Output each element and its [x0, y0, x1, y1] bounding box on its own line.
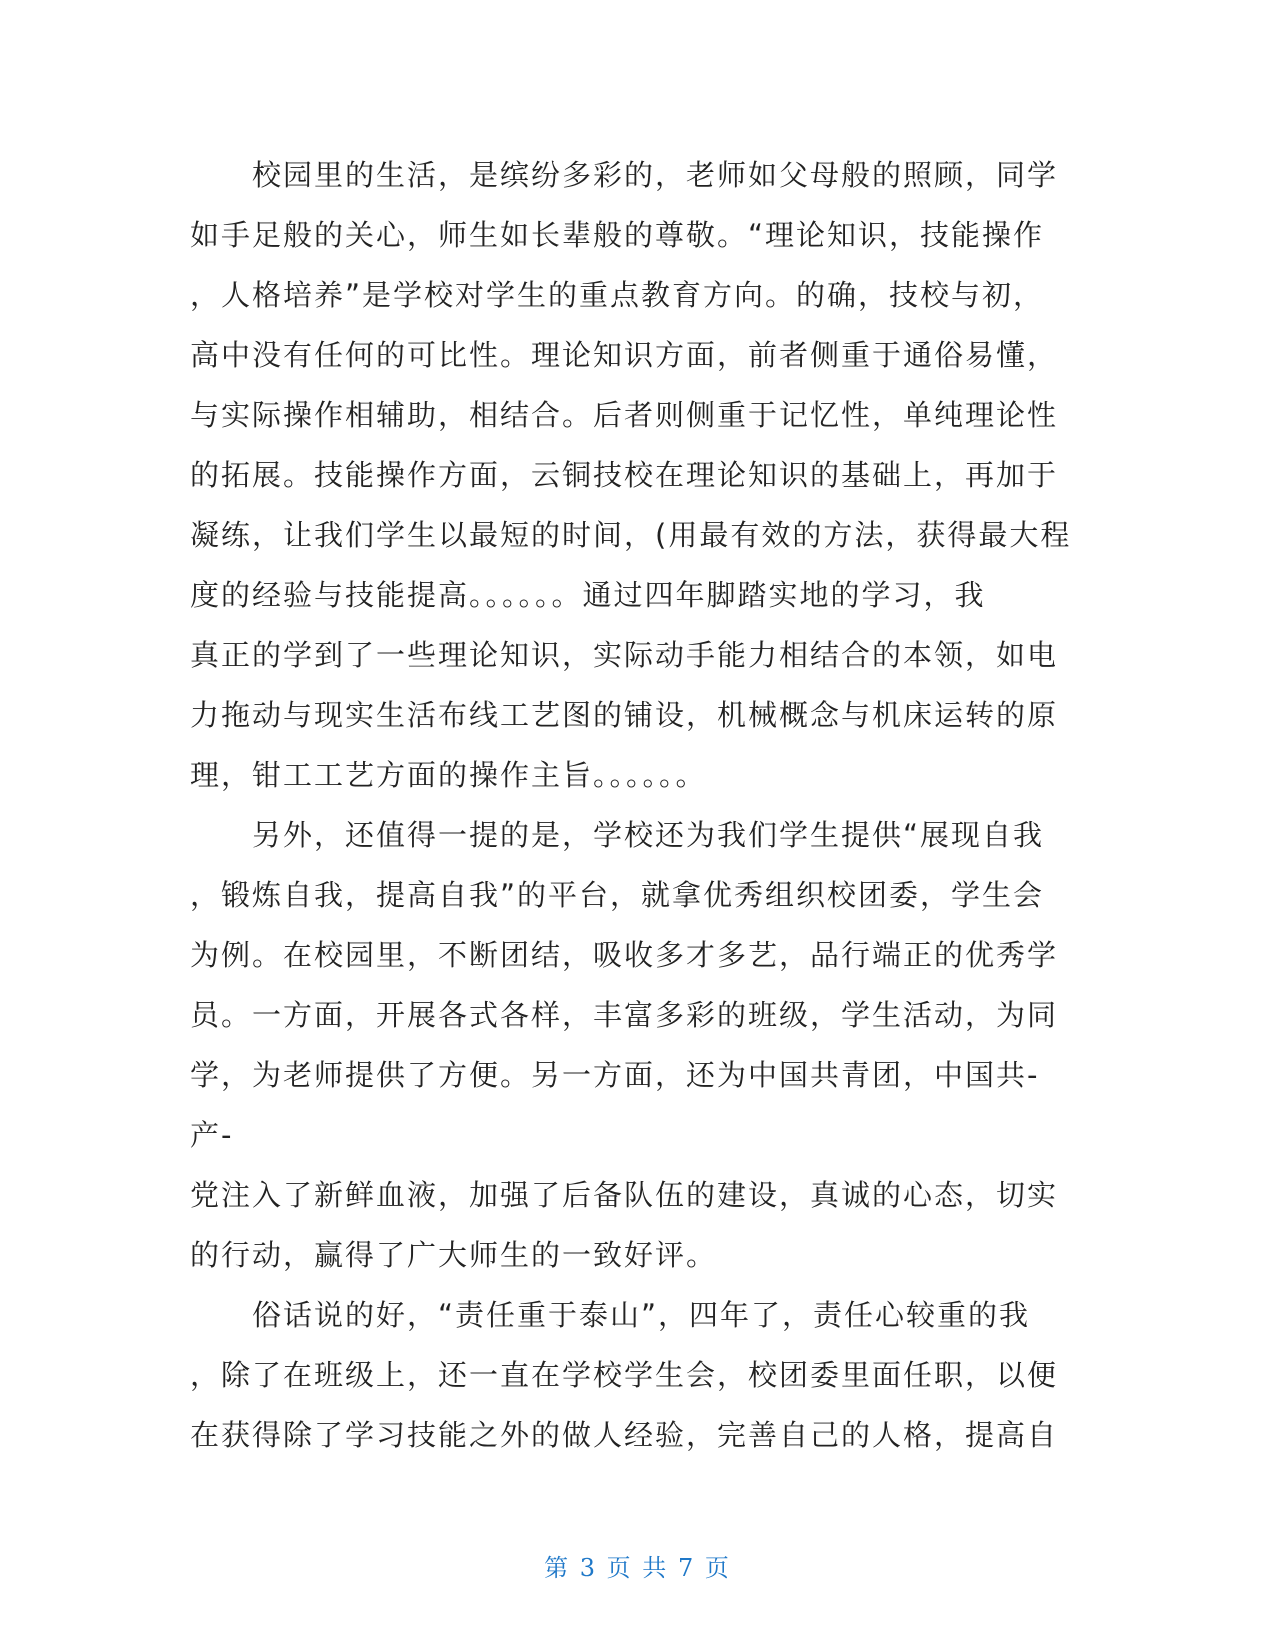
- text-line: 为例。在校园里，不断团结，吸收多才多艺，品行端正的优秀学: [190, 938, 1059, 972]
- text-line: 的行动，赢得了广大师生的一致好评。: [190, 1238, 718, 1272]
- text-line: 如手足般的关心，师生如长辈般的尊敬。“理论知识，技能操作: [190, 218, 1045, 252]
- text-line: 度的经验与技能提高。。。。。。通过四年脚踏实地的学习，我: [190, 578, 986, 612]
- body-text: [190, 145, 1090, 1465]
- text-line: 党注入了新鲜血液，加强了后备队伍的建设，真诚的心态，切实: [190, 1178, 1059, 1212]
- text-line: 力拖动与现实生活布线工艺图的铺设，机械概念与机床运转的原: [190, 698, 1059, 732]
- text-line: 产-: [190, 1118, 234, 1152]
- text-line: 学，为老师提供了方便。另一方面，还为中国共青团，中国共-: [190, 1058, 1040, 1092]
- page-number: 第 3 页 共 7 页: [544, 1554, 731, 1582]
- text-line: ，锻炼自我，提高自我”的平台，就拿优秀组织校团委，学生会: [190, 878, 1045, 912]
- text-line: ，除了在班级上，还一直在学校学生会，校团委里面任职，以便: [190, 1358, 1059, 1392]
- text-line: 在获得除了学习技能之外的做人经验，完善自己的人格，提高自: [190, 1418, 1059, 1452]
- text-line: 与实际操作相辅助，相结合。后者则侧重于记忆性，单纯理论性: [190, 398, 1059, 432]
- text-line: 高中没有任何的可比性。理论知识方面，前者侧重于通俗易懂，: [190, 338, 1059, 372]
- text-line: 理，钳工工艺方面的操作主旨。。。。。。: [190, 758, 707, 792]
- text-line: 员。一方面，开展各式各样，丰富多彩的班级，学生活动，为同: [190, 998, 1059, 1032]
- text-line: 真正的学到了一些理论知识，实际动手能力相结合的本领，如电: [190, 638, 1059, 672]
- text-line: 另外，还值得一提的是，学校还为我们学生提供“展现自我: [190, 818, 1045, 852]
- text-line: 俗话说的好，“责任重于泰山”，四年了，责任心较重的我: [190, 1298, 1031, 1332]
- text-line: 凝练，让我们学生以最短的时间，(用最有效的方法，获得最大程: [190, 518, 1072, 552]
- text-line: 校园里的生活，是缤纷多彩的，老师如父母般的照顾，同学: [190, 158, 1059, 192]
- text-line: ，人格培养”是学校对学生的重点教育方向。的确，技校与初，: [190, 278, 1045, 312]
- text-line: 的拓展。技能操作方面，云铜技校在理论知识的基础上，再加于: [190, 458, 1059, 492]
